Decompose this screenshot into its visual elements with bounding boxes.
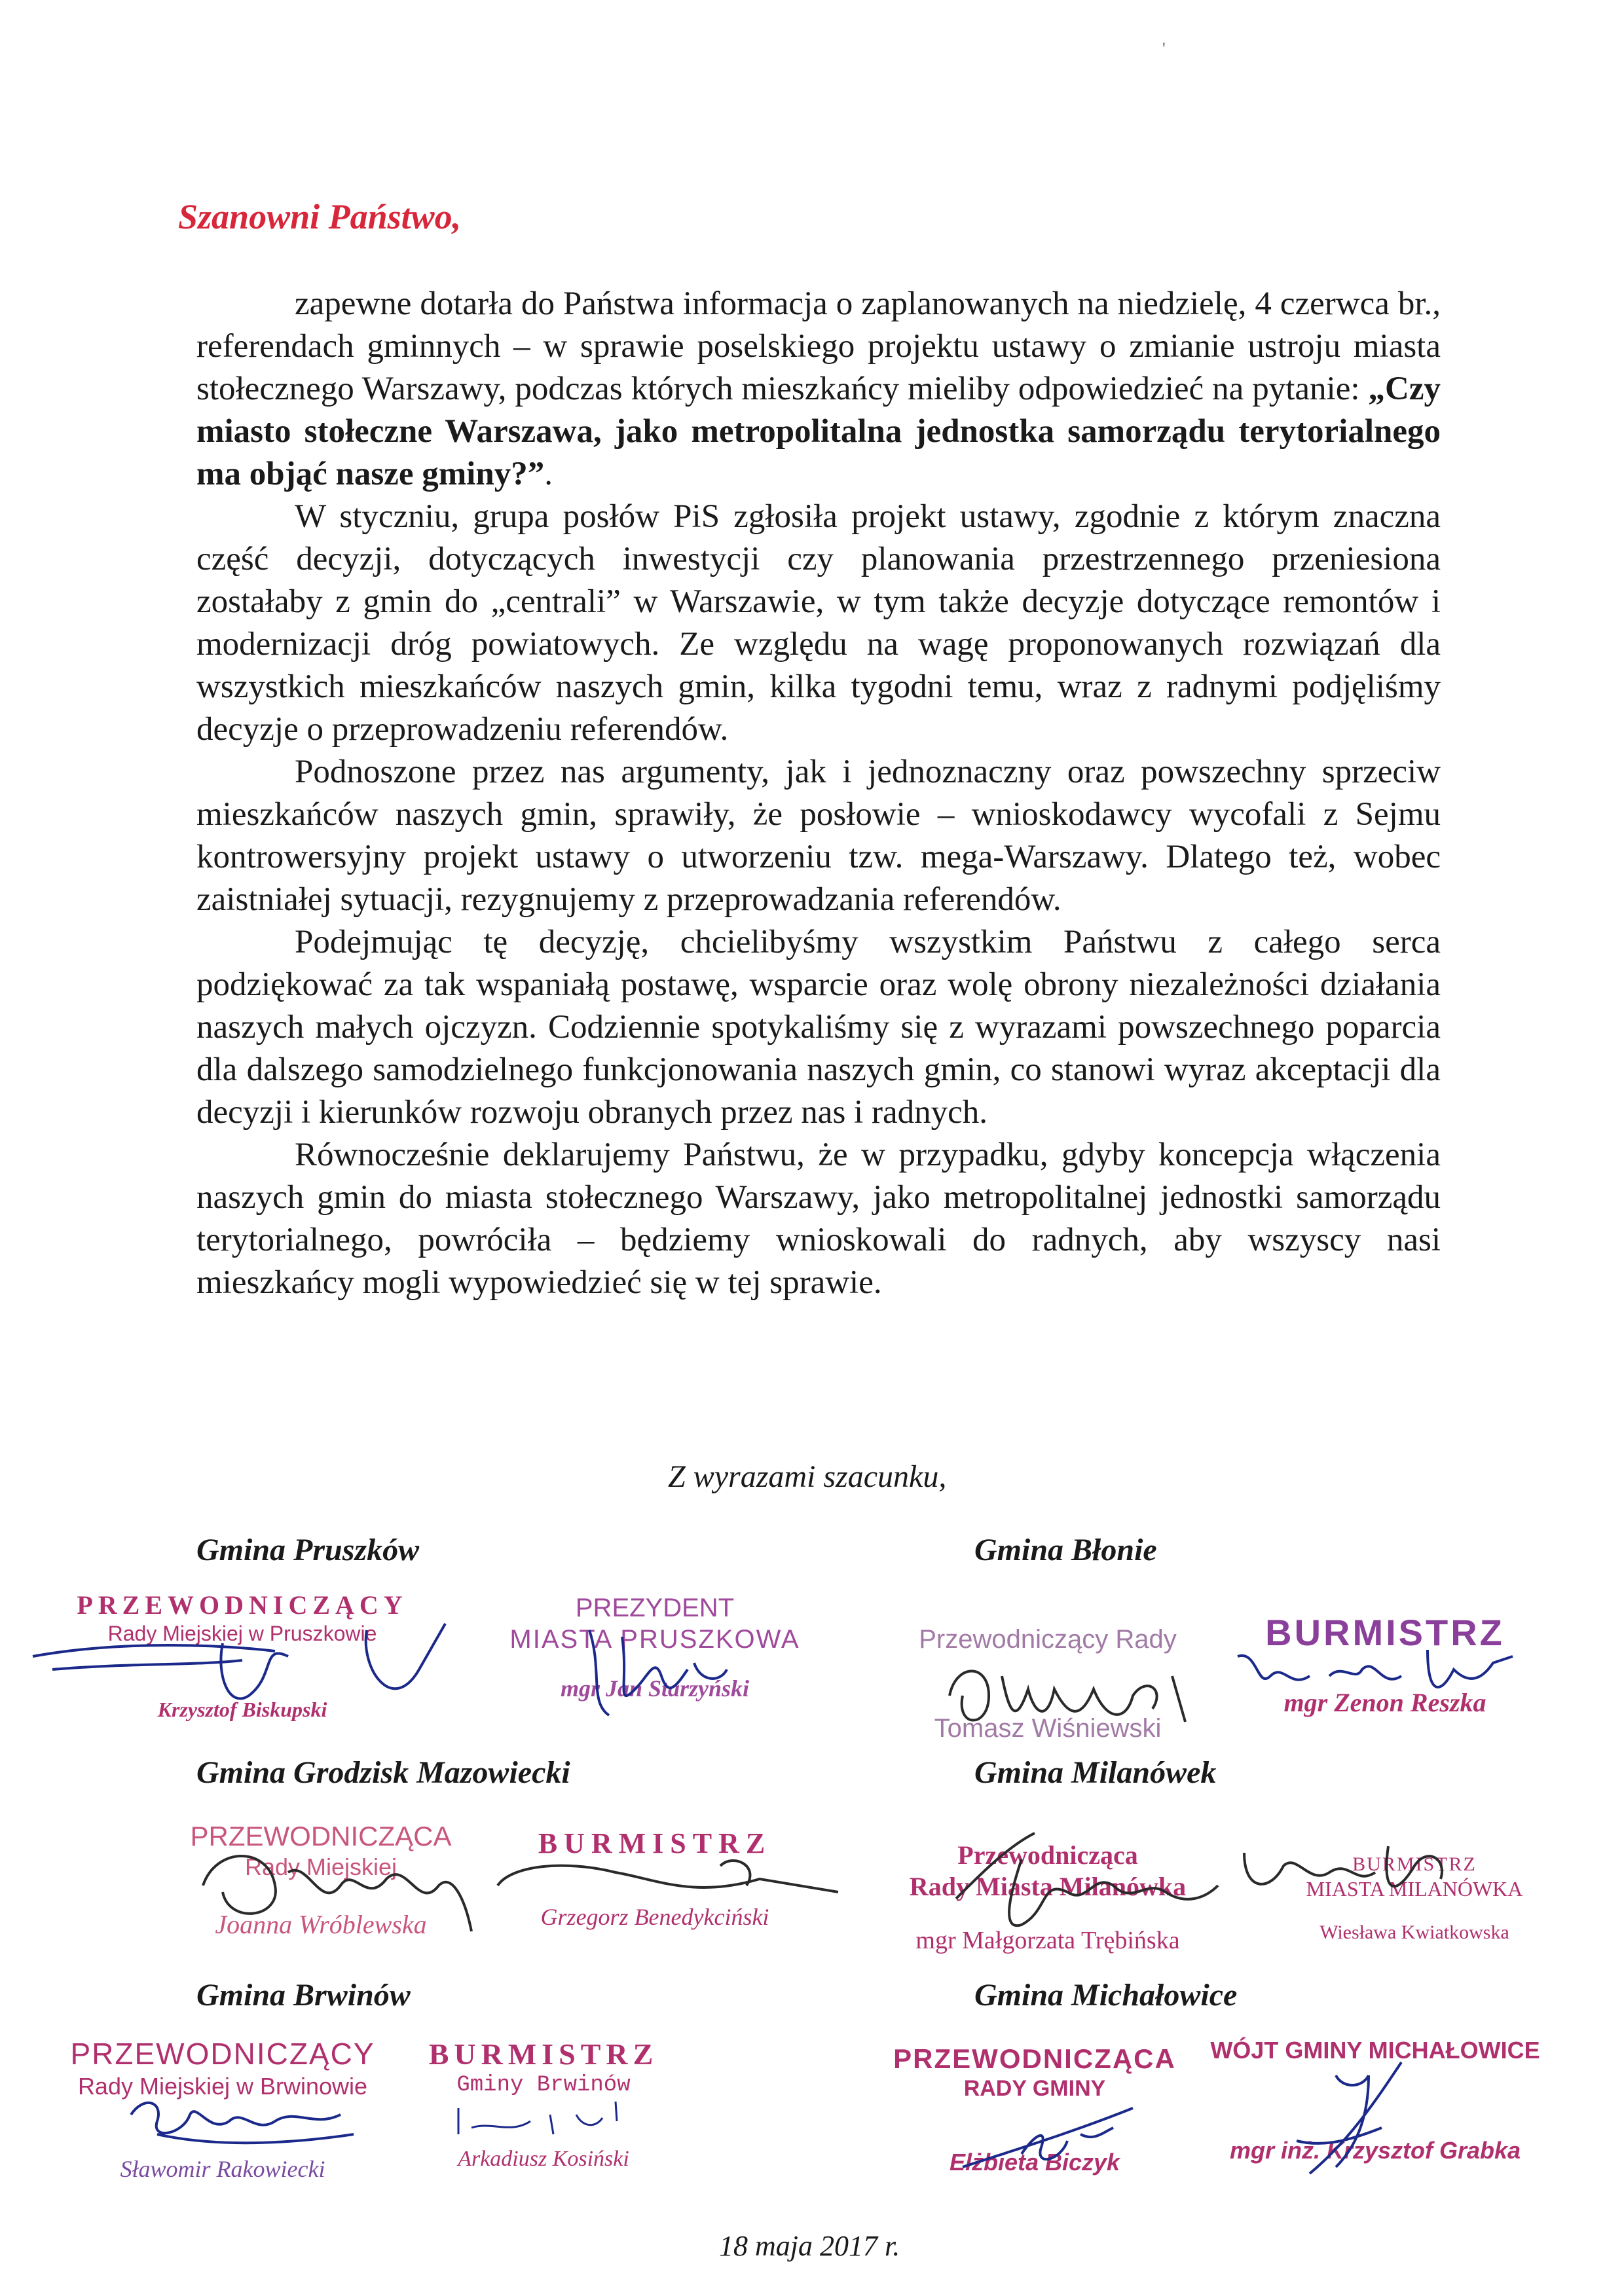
heading-gmina-blonie: Gmina Błonie (974, 1533, 1157, 1567)
handwritten-signature (1231, 1637, 1526, 1709)
heading-gmina-pruszkow: Gmina Pruszków (196, 1533, 420, 1567)
letter-greeting: Szanowni Państwo, (178, 197, 462, 236)
stamp-title: PREZYDENT (575, 1594, 735, 1622)
handwritten-signature (936, 2095, 1159, 2180)
heading-gmina-michalowice: Gmina Michałowice (974, 1978, 1238, 2013)
referendum-question: „Czy miasto stołeczne Warszawa, jako metropolitalna jednostka samorządu terytorialnego ma objąć nasze gminy?” (196, 371, 1441, 492)
signatory-name: Krzysztof Biskupski (157, 1698, 327, 1722)
paragraph-3: Podnoszone przez nas argumenty, jak i jednoznaczny oraz powszechny sprzeciw mieszkańców naszych gmin, sprawiły, że posłowie – wnioskodawcy wycofali z Sejmu kontrowersyjny projekt ustawy o utworzeniu tzw. mega-Warszawy. Dlatego też, wobec zaistniałej sytuacji, rezygnujemy z przeprowadzania referendów. (196, 754, 1441, 918)
handwritten-signature (1270, 2049, 1441, 2180)
stamp-subtitle: Rady Miejskiej (244, 1853, 397, 1881)
handwritten-signature (445, 2095, 642, 2147)
handwritten-signature (485, 1840, 851, 1918)
paragraph-1 (196, 283, 1441, 496)
stamp-title: BURMISTRZ (1352, 1853, 1477, 1875)
stamp-subtitle: Rady Miejskiej w Brwinowie (77, 2073, 368, 2100)
stamp-title: Przewodnicząca (957, 1840, 1138, 1870)
handwritten-signature (118, 2082, 367, 2154)
stamp-subtitle: Rady Miejskiej w Pruszkowie (107, 1622, 377, 1645)
paragraph-4: Podejmując tę decyzję, chcielibyśmy wszystkim Państwu z całego serca podziękować za tak wspaniałą postawę, wsparcie oraz wolę obrony niezależności działania naszych małych ojczyzn. Codziennie spotykaliśmy się z wyrazami powszechnego poparcia dla dalszego samodzielnego funkcjonowania naszych gmin, co stanowi wyraz akceptacji dla decyzji i kierunków rozwoju obranych przez nas i radnych. (196, 924, 1441, 1131)
signatory-name: mgr inż. Krzysztof Grabka (1229, 2137, 1521, 2164)
signatory-name: Elżbieta Biczyk (949, 2149, 1120, 2176)
signatory-name: mgr Małgorzata Trębińska (915, 1927, 1180, 1954)
handwritten-signature (563, 1617, 760, 1722)
stamp-title: BURMISTRZ (428, 2037, 659, 2071)
handwritten-signature (190, 1833, 485, 1944)
stamp-title: Przewodniczący Rady (919, 1625, 1177, 1654)
stamp-title: PRZEWODNICZĄCA (190, 1821, 452, 1851)
paragraph-1-end: . (544, 456, 553, 492)
heading-gmina-grodzisk: Gmina Grodzisk Mazowiecki (196, 1755, 570, 1790)
stamp-subtitle: Rady Miasta Milanówka (909, 1872, 1187, 1901)
stamp-subtitle: MIASTA MILANÓWKA (1306, 1877, 1523, 1901)
corner-mark: ' (1162, 39, 1166, 58)
handwritten-signature (943, 1820, 1231, 1944)
heading-gmina-brwinow: Gmina Brwinów (196, 1978, 411, 2013)
paragraph-1-text: zapewne dotarła do Państwa informacja o zaplanowanych na niedzielę, 4 czerwca br., referendach gminnych – w sprawie poselskiego projektu ustawy o zmianie ustroju miasta stołecznego Warszawy, podczas których mieszkańcy mieliby odpowiedzieć na pytanie: (196, 285, 1441, 407)
stamp-title: BURMISTRZ (1265, 1612, 1505, 1653)
handwritten-signature (1231, 1827, 1480, 1912)
stamp-subtitle: Gminy Brwinów (456, 2073, 631, 2098)
paragraph-5: Równocześnie deklarujemy Państwu, że w przypadku, gdyby koncepcja włączenia naszych gmin do miasta stołecznego Warszawy, jako metropolitalnej jednostki samorządu terytorialnego, powróciła – będziemy wnioskowali do radnych, aby wszyscy nasi mieszkańcy mogli wypowiedzieć się w tej sprawie. (196, 1137, 1441, 1301)
stamp-subtitle: MIASTA PRUSZKOWA (509, 1625, 800, 1654)
signatory-name: mgr Zenon Reszka (1283, 1688, 1486, 1718)
signatory-name: Grzegorz Benedykciński (540, 1903, 769, 1930)
signatory-name: Sławomir Rakowiecki (120, 2156, 325, 2183)
signatory-name: mgr Jan Starzyński (560, 1675, 750, 1702)
letter-body (196, 283, 1441, 1304)
stamp-subtitle: RADY GMINY (963, 2076, 1106, 2102)
heading-gmina-milanowek: Gmina Milanówek (974, 1755, 1217, 1790)
signatory-name: Joanna Wróblewska (215, 1909, 427, 1939)
stamp-title: PRZEWODNICZĄCA (893, 2043, 1176, 2074)
signatory-name: Arkadiusz Kosiński (458, 2146, 629, 2171)
stamp-title: PRZEWODNICZĄCY (77, 1590, 408, 1620)
letter-date: 18 maja 2017 r. (719, 2230, 900, 2262)
paragraph-2: W styczniu, grupa posłów PiS zgłosiła projekt ustawy, zgodnie z którym znaczna część decyzji, dotyczących inwestycji czy planowania przestrzennego przeniesiona zostałaby z gmin do „centrali” w Warszawie, w tym także decyzje dotyczące remontów i modernizacji dróg powiatowych. Ze względu na wagę proponowanych rozwiązań dla wszystkich mieszkańców naszych gmin, kilka tygodni temu, wraz z radnymi podjęliśmy decyzje o przeprowadzeniu referendów. (196, 498, 1441, 748)
signatory-name: Tomasz Wiśniewski (934, 1714, 1162, 1743)
handwritten-signature (936, 1650, 1218, 1741)
stamp-title: WÓJT GMINY MICHAŁOWICE (1210, 2037, 1540, 2064)
handwritten-signature (26, 1617, 485, 1728)
letter-closing: Z wyrazami szacunku, (668, 1459, 947, 1494)
stamp-title: PRZEWODNICZĄCY (70, 2037, 375, 2071)
stamp-title: BURMISTRZ (538, 1827, 772, 1859)
signatory-name: Wiesława Kwiatkowska (1320, 1922, 1509, 1944)
